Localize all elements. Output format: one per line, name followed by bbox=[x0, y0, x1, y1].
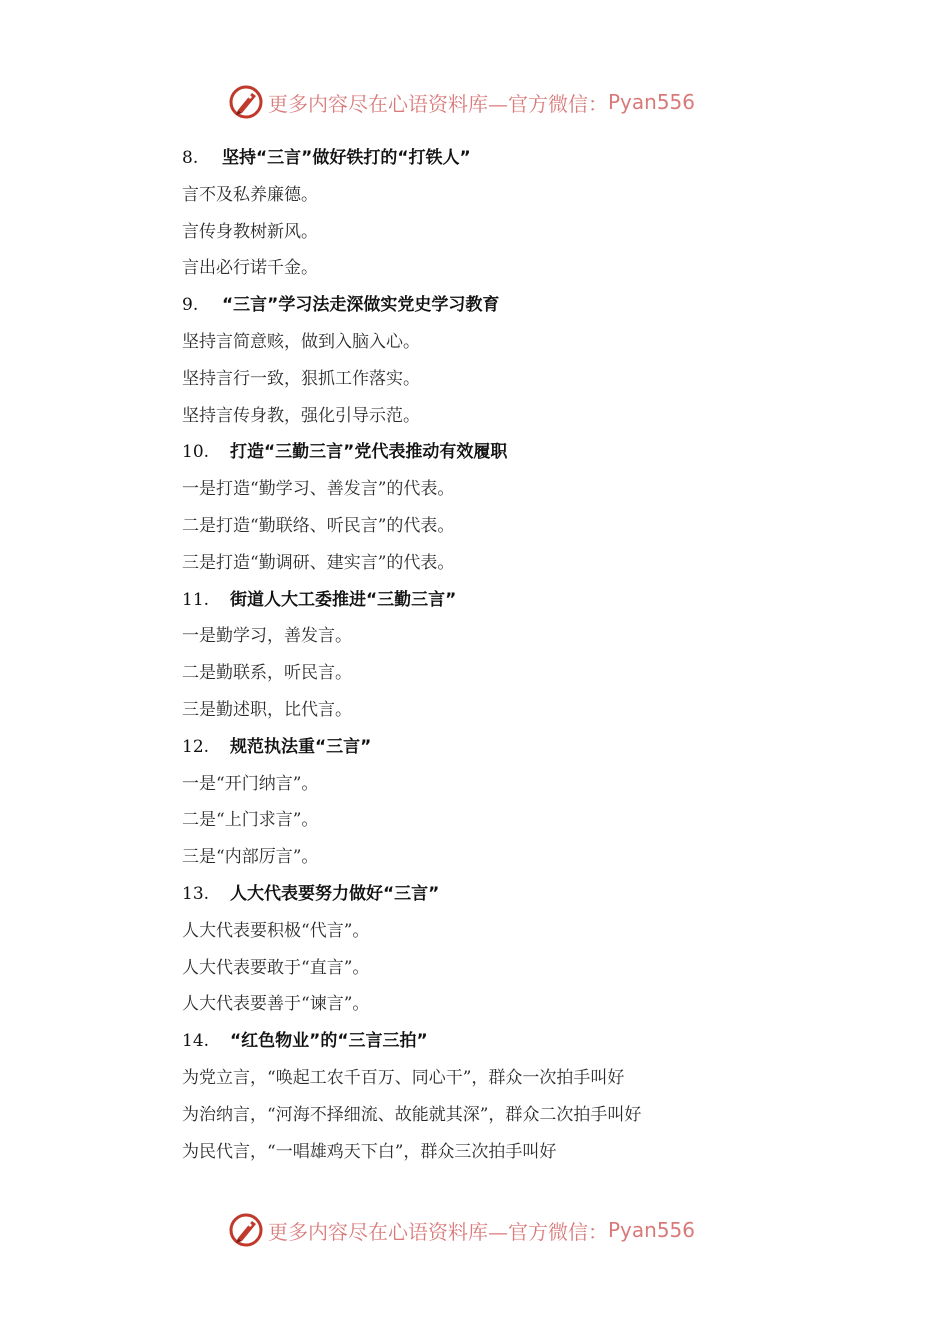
section-title: 打造“三勤三言”党代表推动有效履职 bbox=[230, 442, 508, 463]
banner-wechat-id: Pyan556 bbox=[608, 1218, 696, 1242]
list-item: 为民代言，“一唱雄鸡天下白”，群众三次拍手叫好 bbox=[182, 1141, 557, 1162]
section-title: 人大代表要努力做好“三言” bbox=[230, 883, 440, 904]
list-item: 人大代表要善于“谏言”。 bbox=[182, 994, 370, 1015]
section-heading-10 bbox=[182, 434, 782, 471]
banner-text: 更多内容尽在心语资料库—官方微信： bbox=[268, 1219, 608, 1244]
list-item: 一是打造“勤学习、善发言”的代表。 bbox=[182, 479, 455, 500]
list-item: 坚持言行一致，狠抓工作落实。 bbox=[182, 368, 420, 389]
list-item: 为治纳言，“河海不择细流、故能就其深”，群众二次拍手叫好 bbox=[182, 1104, 642, 1125]
header-banner bbox=[228, 82, 748, 122]
section-heading-8 bbox=[182, 140, 782, 177]
section-heading-9 bbox=[182, 287, 782, 324]
list-item: 一是勤学习，善发言。 bbox=[182, 626, 352, 647]
list-item: 人大代表要积极“代言”。 bbox=[182, 920, 370, 941]
list-item: 言不及私养廉德。 bbox=[182, 184, 318, 205]
list-item: 二是勤联系，听民言。 bbox=[182, 663, 352, 684]
section-title: “红色物业”的“三言三拍” bbox=[230, 1031, 428, 1052]
pen-nib-logo-icon bbox=[228, 1212, 264, 1248]
section-title: 坚持“三言”做好铁打的“打铁人” bbox=[222, 148, 471, 168]
section-title: 规范执法重“三言” bbox=[230, 736, 372, 757]
list-item: 坚持言简意赅，做到入脑入心。 bbox=[182, 331, 420, 352]
list-item: 三是勤述职，比代言。 bbox=[182, 699, 352, 720]
section-number: 12. bbox=[182, 736, 210, 757]
list-item: 三是“内部厉言”。 bbox=[182, 847, 319, 868]
section-heading-13 bbox=[182, 876, 782, 913]
list-item: 一是“开门纳言”。 bbox=[182, 773, 319, 794]
section-number: 11. bbox=[182, 589, 210, 610]
list-item: 言传身教树新风。 bbox=[182, 221, 318, 242]
footer-banner bbox=[228, 1210, 748, 1250]
section-title: “三言”学习法走深做实党史学习教育 bbox=[222, 295, 500, 316]
list-item: 坚持言传身教，强化引导示范。 bbox=[182, 405, 420, 426]
section-heading-11 bbox=[182, 582, 782, 619]
section-number: 14. bbox=[182, 1031, 210, 1052]
list-item: 三是打造“勤调研、建实言”的代表。 bbox=[182, 552, 455, 573]
section-number: 8. bbox=[182, 148, 199, 168]
list-item: 二是“上门求言”。 bbox=[182, 810, 319, 831]
section-number: 9. bbox=[182, 295, 199, 316]
section-number: 13. bbox=[182, 883, 210, 904]
list-item: 为党立言，“唤起工农千百万、同心干”，群众一次拍手叫好 bbox=[182, 1067, 625, 1088]
document-body bbox=[182, 140, 782, 1170]
section-heading-14 bbox=[182, 1023, 782, 1060]
section-heading-12 bbox=[182, 729, 782, 766]
section-title: 街道人大工委推进“三勤三言” bbox=[230, 589, 457, 610]
list-item: 二是打造“勤联络、听民言”的代表。 bbox=[182, 515, 455, 536]
section-number: 10. bbox=[182, 442, 210, 463]
banner-text: 更多内容尽在心语资料库—官方微信： bbox=[268, 91, 608, 116]
banner-wechat-id: Pyan556 bbox=[608, 90, 696, 114]
list-item: 言出必行诺千金。 bbox=[182, 258, 318, 279]
list-item: 人大代表要敢于“直言”。 bbox=[182, 957, 370, 978]
pen-nib-logo-icon bbox=[228, 84, 264, 120]
